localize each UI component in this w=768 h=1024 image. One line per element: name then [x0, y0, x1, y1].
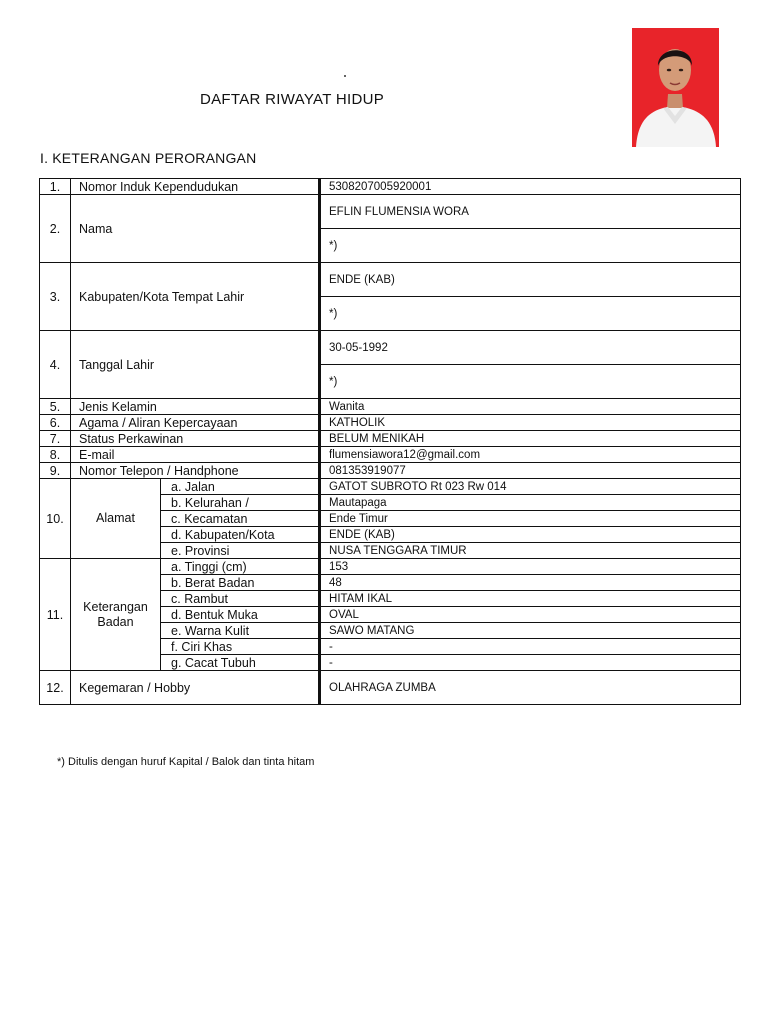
field-label: E-mail: [71, 447, 320, 463]
scan-speck: [344, 75, 346, 77]
field-value: 153: [320, 559, 741, 575]
sub-label: d. Bentuk Muka: [161, 607, 320, 623]
field-value: 30-05-1992: [320, 331, 741, 365]
row-number: 3.: [40, 263, 71, 331]
field-label: Tanggal Lahir: [71, 331, 320, 399]
field-label: Alamat: [71, 479, 161, 559]
field-label: Agama / Aliran Kepercayaan: [71, 415, 320, 431]
sub-label: a. Jalan: [161, 479, 320, 495]
field-value: HITAM IKAL: [320, 591, 741, 607]
field-value: BELUM MENIKAH: [320, 431, 741, 447]
field-value: GATOT SUBROTO Rt 023 Rw 014: [320, 479, 741, 495]
field-value: 5308207005920001: [320, 179, 741, 195]
field-note: *): [320, 297, 741, 331]
row-number: 8.: [40, 447, 71, 463]
field-value: KATHOLIK: [320, 415, 741, 431]
field-value: -: [320, 655, 741, 671]
sub-label: e. Warna Kulit: [161, 623, 320, 639]
sub-label: c. Kecamatan: [161, 511, 320, 527]
row-jenis-kelamin: [40, 399, 741, 415]
row-telepon: [40, 463, 741, 479]
field-label: Kabupaten/Kota Tempat Lahir: [71, 263, 320, 331]
sub-label: e. Provinsi: [161, 543, 320, 559]
row-number: 6.: [40, 415, 71, 431]
field-label: Nama: [71, 195, 320, 263]
field-value: -: [320, 639, 741, 655]
section-heading: I. KETERANGAN PERORANGAN: [40, 150, 257, 166]
row-number: 1.: [40, 179, 71, 195]
row-badan-tinggi: [40, 559, 741, 575]
field-label: Jenis Kelamin: [71, 399, 320, 415]
field-value: Ende Timur: [320, 511, 741, 527]
row-nama: [40, 195, 741, 229]
field-label: Kegemaran / Hobby: [71, 671, 320, 705]
sub-label: c. Rambut: [161, 591, 320, 607]
sub-label: b. Kelurahan /: [161, 495, 320, 511]
footnote: *) Ditulis dengan huruf Kapital / Balok dan tinta hitam: [57, 756, 315, 768]
row-email: [40, 447, 741, 463]
field-value: EFLIN FLUMENSIA WORA: [320, 195, 741, 229]
row-status-perkawinan: [40, 431, 741, 447]
row-alamat-jalan: [40, 479, 741, 495]
sub-label: g. Cacat Tubuh: [161, 655, 320, 671]
row-number: 7.: [40, 431, 71, 447]
sub-label: b. Berat Badan: [161, 575, 320, 591]
row-agama: [40, 415, 741, 431]
field-value: OVAL: [320, 607, 741, 623]
field-label: Nomor Induk Kependudukan: [71, 179, 320, 195]
field-value: NUSA TENGGARA TIMUR: [320, 543, 741, 559]
sub-label: a. Tinggi (cm): [161, 559, 320, 575]
field-note: *): [320, 229, 741, 263]
row-number: 2.: [40, 195, 71, 263]
field-value: flumensiawora12@gmail.com: [320, 447, 741, 463]
applicant-photo: [632, 28, 719, 147]
row-number: 12.: [40, 671, 71, 705]
field-value: ENDE (KAB): [320, 263, 741, 297]
field-value: Wanita: [320, 399, 741, 415]
field-label: Nomor Telepon / Handphone: [71, 463, 320, 479]
row-number: 11.: [40, 559, 71, 671]
field-value: 48: [320, 575, 741, 591]
sub-label: f. Ciri Khas: [161, 639, 320, 655]
row-hobby: [40, 671, 741, 705]
person-photo-icon: [632, 28, 719, 147]
field-value: SAWO MATANG: [320, 623, 741, 639]
document-title: DAFTAR RIWAYAT HIDUP: [200, 91, 385, 108]
row-number: 5.: [40, 399, 71, 415]
field-value: ENDE (KAB): [320, 527, 741, 543]
field-value: OLAHRAGA ZUMBA: [320, 671, 741, 705]
field-label: Keterangan Badan: [71, 559, 161, 671]
personal-info-table: [39, 178, 741, 705]
field-value: 081353919077: [320, 463, 741, 479]
field-value: Mautapaga: [320, 495, 741, 511]
field-note: *): [320, 365, 741, 399]
row-nik: [40, 179, 741, 195]
row-number: 4.: [40, 331, 71, 399]
row-tempat-lahir: [40, 263, 741, 297]
sub-label: d. Kabupaten/Kota: [161, 527, 320, 543]
row-number: 9.: [40, 463, 71, 479]
field-label: Status Perkawinan: [71, 431, 320, 447]
row-tanggal-lahir: [40, 331, 741, 365]
row-number: 10.: [40, 479, 71, 559]
